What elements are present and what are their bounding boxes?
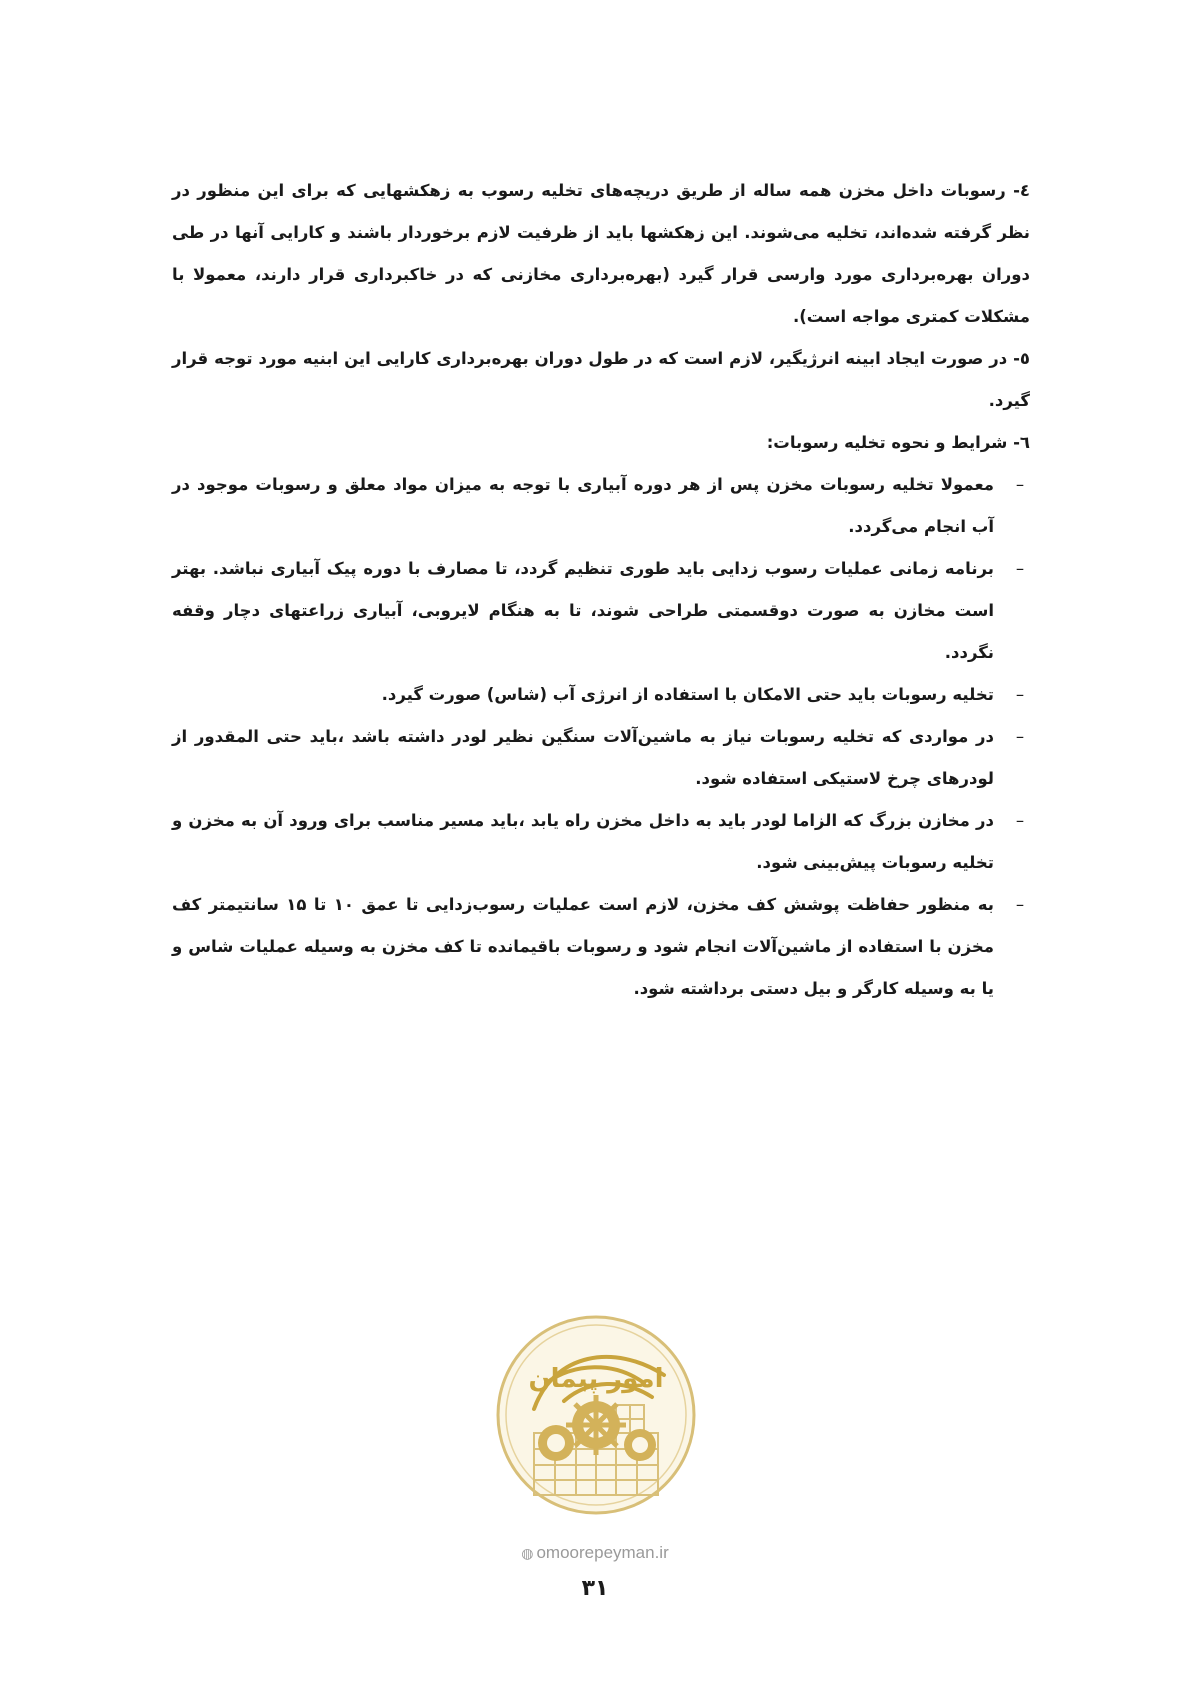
globe-icon: ◍ [521,1545,534,1561]
bullet-dash: – [1015,685,1025,704]
bullet-item [172,884,1030,1010]
item-text: برنامه زمانی عملیات رسوب زدایی باید طوری تنظیم گردد، تا مصارف با دوره پیک آبیاری نباشد. بهتر است مخازن به صورت دوقسمتی طراحی شوند، تا به هنگام لایروبی، آبیاری زراعتهای دچار وقفه نگردد. [172,559,994,662]
bullet-item [172,716,1030,800]
page-number: ۳۱ [581,1576,609,1601]
item-text: در مخازن بزرگ که الزاما لودر باید به داخل مخزن راه یابد ،باید مسیر مناسب برای ورود آن به مخزن و تخلیه رسوبات پیش‌بینی شود. [172,811,994,872]
bullet-dash: – [1015,559,1025,578]
item-marker: ٥- [1013,349,1030,368]
item-marker: ٤- [1013,181,1030,200]
bullet-dash: – [1015,727,1025,746]
bullet-dash: – [1015,475,1025,494]
bullet-dash: – [1015,811,1025,830]
item-marker: ٦- [1013,433,1030,452]
watermark-logo [494,1313,698,1517]
document-body [172,170,1030,1010]
item-text: در صورت ایجاد ابینه انرژیگیر، لازم است که در طول دوران بهره‌برداری کارایی این ابنیه مورد توجه قرار گیرد. [172,349,1030,410]
bullet-item [172,548,1030,674]
logo-seal-icon [494,1313,698,1517]
numbered-item-5 [172,338,1030,422]
watermark-url-text: omoorepeyman.ir [536,1543,669,1562]
item-text: شرایط و نحوه تخلیه رسوبات: [766,433,1008,452]
item-text: رسوبات داخل مخزن همه ساله از طریق دریچه‌های تخلیه رسوب به زهکشهایی که برای این منظور در نظر گرفته شده‌اند، تخلیه می‌شوند. این زهکشها باید از ظرفیت لازم برخوردار باشند و کارایی آنها در طی دوران بهره‌برداری مورد وارسی قرار گیرد (بهره‌برداری مخازنی که در خاکبرداری قرار دارند، معمولا با مشکلات کمتری مواجه است). [172,181,1030,326]
item-text: در مواردی که تخلیه رسوبات نیاز به ماشین‌آلات سنگین نظیر لودر داشته باشد ،باید حتی المقدور از لودرهای چرخ لاستیکی استفاده شود. [172,727,994,788]
bullet-item [172,674,1030,716]
watermark-url [0,1543,1190,1563]
numbered-item-6 [172,422,1030,464]
bullet-item [172,800,1030,884]
logo-text: امور پیمان [528,1364,664,1394]
numbered-item-4 [172,170,1030,338]
item-text: به منظور حفاظت پوشش کف مخزن، لازم است عملیات رسوب‌زدایی تا عمق ۱۰ تا ۱۵ سانتیمتر کف مخزن با استفاده از ماشین‌آلات انجام شود و رسوبات باقیمانده تا کف مخزن به وسیله عملیات شاس و یا به وسیله کارگر و بیل دستی برداشته شود. [172,895,994,998]
bullet-item [172,464,1030,548]
item-text: تخلیه رسوبات باید حتی الامکان با استفاده از انرژی آب (شاس) صورت گیرد. [381,685,994,704]
item-text: معمولا تخلیه رسوبات مخزن پس از هر دوره آبیاری با توجه به میزان مواد معلق و رسوبات موجود در آب انجام می‌گردد. [172,475,994,536]
bullet-dash: – [1015,895,1025,914]
